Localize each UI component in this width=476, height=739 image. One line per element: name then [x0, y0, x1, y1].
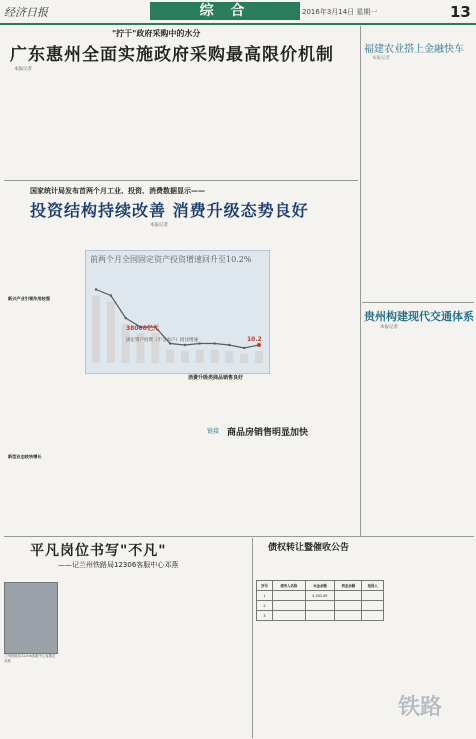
right-headline-1: 福建农业搭上金融快车	[364, 44, 464, 55]
right-headline-2: 贵州构建现代交通体系	[364, 310, 474, 323]
top-story-col-4	[208, 74, 272, 174]
middle-story-col-1	[4, 230, 82, 532]
table-cell: 2	[257, 601, 273, 611]
middle-story-col-3	[272, 230, 356, 420]
top-story-kicker: "拧干"政府采购中的水分	[112, 28, 201, 38]
right-section-rule	[362, 302, 474, 303]
chart-point	[95, 288, 97, 290]
subhead-new-industry: 新兴产业引领作用较强	[8, 296, 50, 301]
chart-title: 前两个月全国固定资产投资增速回升至10.2%	[90, 255, 252, 264]
right-story-1-text	[364, 64, 472, 302]
chart-legend: 固定资产投资（不含农户）同比增速	[126, 338, 198, 343]
top-story-col-5	[276, 74, 356, 174]
table-cell	[335, 591, 362, 601]
table-cell	[335, 611, 362, 621]
right-byline-1: 本报记者	[372, 56, 390, 61]
chart-point	[124, 317, 126, 319]
chart-bar	[240, 354, 248, 363]
middle-story-byline: 本报记者	[150, 223, 168, 228]
bottom-story-col-1	[60, 574, 120, 734]
top-story-col-3	[140, 74, 204, 174]
chart-point	[257, 343, 261, 347]
housing-text	[186, 440, 356, 532]
housing-tag: 链接	[207, 428, 220, 435]
table-cell	[273, 611, 306, 621]
notice-title: 债权转让暨催收公告	[268, 543, 350, 553]
watermark-logo: 铁路	[398, 695, 443, 720]
consumption-subhead: 消费升级类商品销售良好	[188, 375, 244, 381]
top-story-col-1	[4, 74, 68, 174]
paper-name: 经济日报	[4, 6, 48, 19]
table-cell	[273, 601, 306, 611]
chart-bar	[107, 302, 115, 364]
chart-point	[184, 344, 186, 346]
table-cell	[362, 601, 384, 611]
right-column-divider	[360, 26, 361, 536]
table-row	[257, 591, 384, 601]
table-cell: 1	[257, 591, 273, 601]
bottom-story-headline: 平凡岗位书写"不凡"	[30, 543, 167, 559]
table-cell	[362, 591, 384, 601]
notice-header-principal: 本金余额	[305, 581, 335, 591]
table-row	[257, 601, 384, 611]
bottom-section-rule	[4, 536, 474, 537]
chart-bar	[196, 350, 204, 364]
table-cell	[273, 591, 306, 601]
section-label: 综 合	[150, 2, 300, 20]
table-cell	[305, 611, 335, 621]
bottom-story-subhead: ——记兰州铁路局12306客服中心邓燕	[58, 561, 179, 569]
table-row	[257, 611, 384, 621]
consumption-text	[186, 384, 276, 420]
notice-header-index: 序号	[257, 581, 273, 591]
chart-bar	[181, 351, 189, 363]
issue-date: 2016年3月14日 星期一	[302, 8, 378, 16]
investment-chart	[85, 250, 270, 374]
notice-header-debtor: 债务人名称	[273, 581, 306, 591]
page-number: 13	[450, 3, 471, 21]
notice-divider	[252, 538, 253, 738]
notice-table	[256, 580, 384, 621]
chart-bar	[225, 351, 233, 363]
chart-bar	[255, 351, 263, 363]
notice-intro	[256, 556, 384, 578]
reporter-photo	[4, 582, 58, 654]
masthead-rule	[0, 23, 476, 25]
right-story-2-text	[364, 332, 472, 532]
top-story-byline: 本报记者	[14, 67, 32, 72]
chart-point	[243, 347, 245, 349]
top-story-col-2	[72, 74, 136, 174]
middle-story-headline: 投资结构持续改善 消费升级态势良好	[30, 201, 309, 220]
housing-headline: 商品房销售明显加快	[227, 428, 309, 438]
notice-header-interest: 利息余额	[335, 581, 362, 591]
table-cell: 3	[257, 611, 273, 621]
subhead-services: 新型业态较快增长	[8, 454, 42, 459]
table-cell	[362, 611, 384, 621]
chart-data-label: 10.2	[247, 336, 262, 343]
bottom-story-col-2	[124, 574, 186, 734]
middle-story-col-2	[85, 374, 181, 532]
chart-bar	[166, 350, 174, 364]
chart-point	[110, 294, 112, 296]
table-cell	[305, 601, 335, 611]
chart-bar	[92, 296, 100, 364]
bottom-story-col-3	[190, 574, 250, 734]
photo-caption: 兰州铁路局12306客服中心客服员邓燕	[4, 654, 56, 663]
chart-point	[228, 344, 230, 346]
notice-header-guarantor: 担保人	[362, 581, 384, 591]
mid-section-rule	[4, 180, 358, 181]
chart-bar	[211, 350, 219, 364]
table-cell	[335, 601, 362, 611]
chart-amount-label: 38008亿元	[126, 325, 159, 332]
masthead	[0, 0, 476, 24]
middle-story-kicker: 国家统计局发布首两个月工业、投资、消费数据显示——	[30, 186, 205, 195]
top-story-headline: 广东惠州全面实施政府采购最高限价机制	[10, 45, 334, 65]
chart-svg	[86, 251, 269, 373]
right-byline-2: 本报记者	[380, 325, 398, 330]
table-cell: 4,502.65	[305, 591, 335, 601]
